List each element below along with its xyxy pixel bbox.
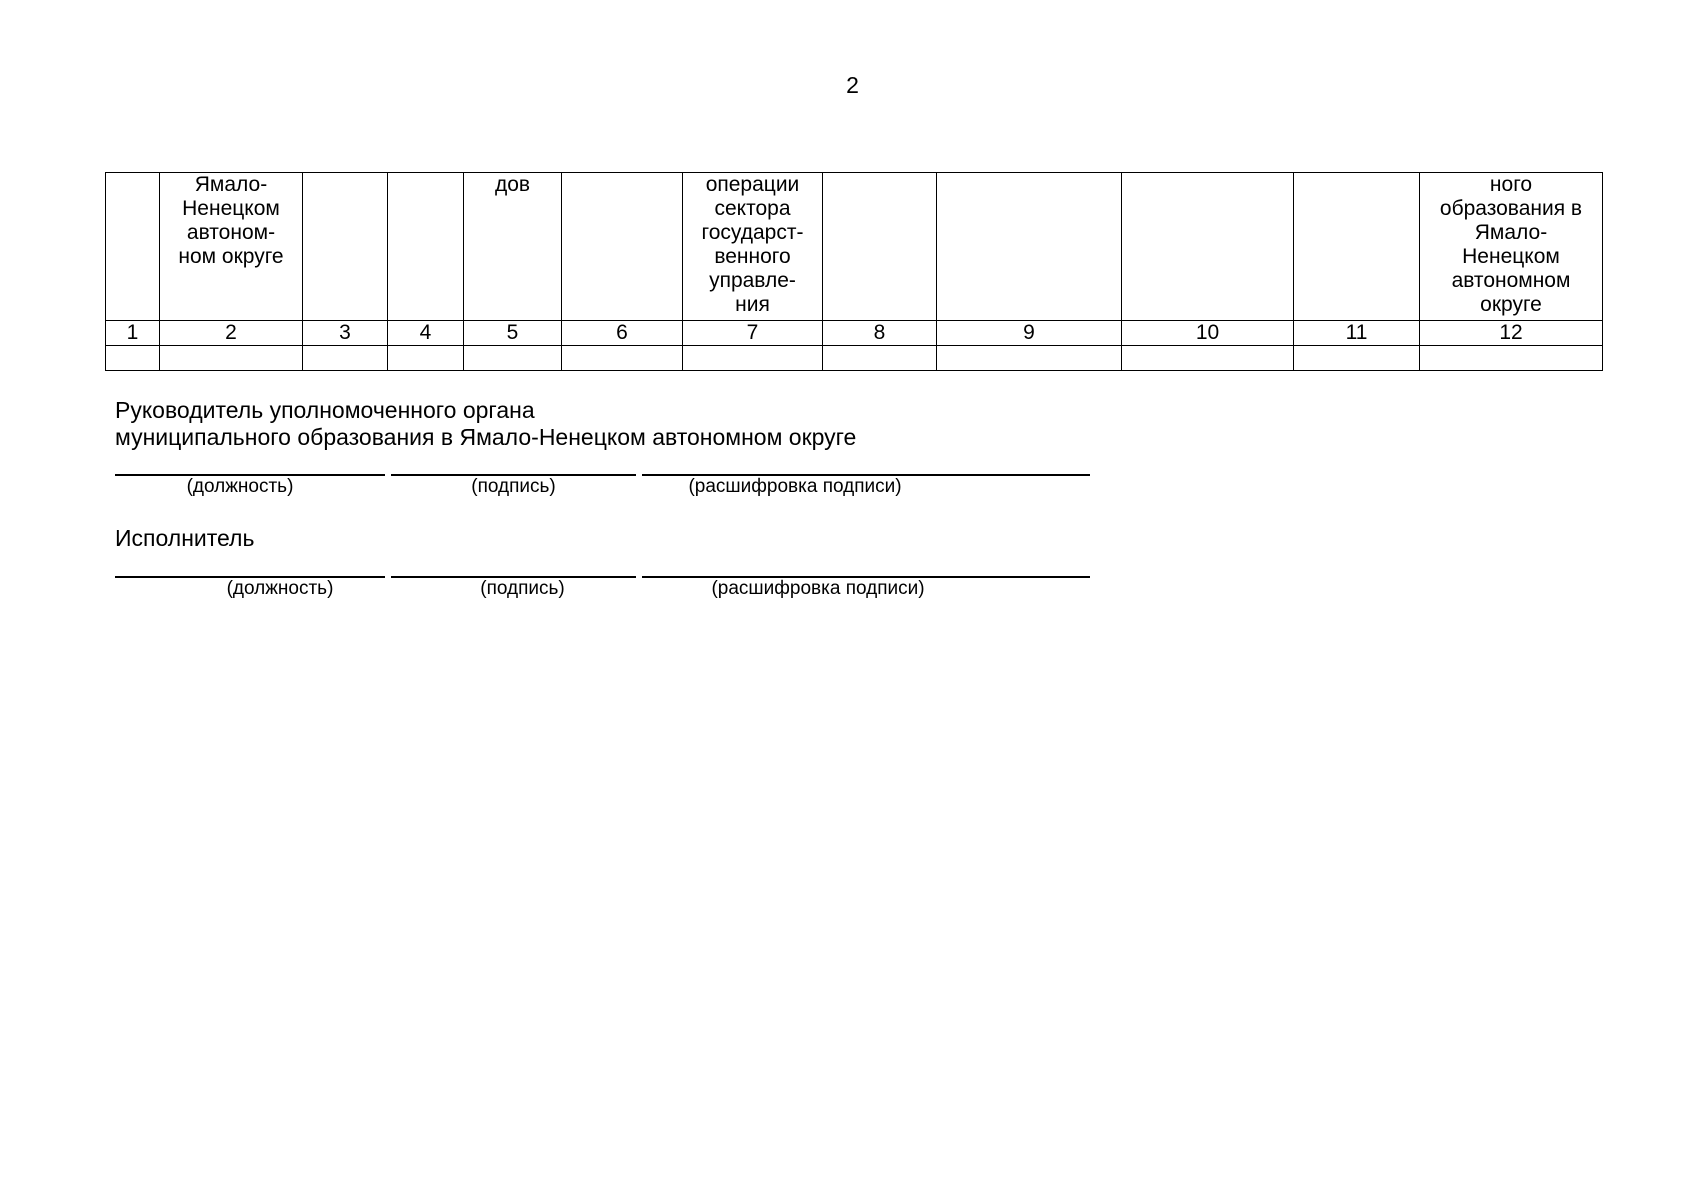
header-cell-2: Ямало- Ненецком автоном- ном округе bbox=[160, 173, 303, 321]
column-number: 12 bbox=[1420, 321, 1603, 346]
table-cell[interactable] bbox=[1294, 346, 1420, 371]
column-number: 8 bbox=[823, 321, 937, 346]
table-cell[interactable] bbox=[683, 346, 823, 371]
header-cell-6 bbox=[562, 173, 683, 321]
table-cell[interactable] bbox=[303, 346, 388, 371]
column-number: 9 bbox=[937, 321, 1122, 346]
header-cell-10 bbox=[1122, 173, 1294, 321]
header-cell-8 bbox=[823, 173, 937, 321]
table-cell[interactable] bbox=[562, 346, 683, 371]
table-cell[interactable] bbox=[823, 346, 937, 371]
column-number-row bbox=[106, 321, 1603, 346]
head-title-line2: муниципального образования в Ямало-Ненецком автономном округе bbox=[115, 424, 857, 450]
column-number: 1 bbox=[106, 321, 160, 346]
page-number: 2 bbox=[846, 72, 859, 98]
table-cell[interactable] bbox=[464, 346, 562, 371]
column-number: 3 bbox=[303, 321, 388, 346]
column-number: 2 bbox=[160, 321, 303, 346]
header-cell-9 bbox=[937, 173, 1122, 321]
column-number: 11 bbox=[1294, 321, 1420, 346]
head-decoding-caption: (расшифровка подписи) bbox=[688, 476, 902, 497]
column-number: 5 bbox=[464, 321, 562, 346]
table-data-row bbox=[106, 346, 1603, 371]
table-cell[interactable] bbox=[1420, 346, 1603, 371]
executor-position-caption: (должность) bbox=[226, 578, 334, 599]
executor-signature-caption: (подпись) bbox=[480, 578, 565, 599]
header-cell-3 bbox=[303, 173, 388, 321]
table-cell[interactable] bbox=[388, 346, 464, 371]
header-cell-1 bbox=[106, 173, 160, 321]
header-cell-7: операции сектора государст- венного управле- ния bbox=[683, 173, 823, 321]
column-number: 4 bbox=[388, 321, 464, 346]
table-cell[interactable] bbox=[160, 346, 303, 371]
table-cell[interactable] bbox=[1122, 346, 1294, 371]
header-cell-11 bbox=[1294, 173, 1420, 321]
head-signature-title bbox=[115, 397, 856, 451]
header-cell-4 bbox=[388, 173, 464, 321]
column-number: 10 bbox=[1122, 321, 1294, 346]
header-cell-12: ного образования в Ямало- Ненецком автономном округе bbox=[1420, 173, 1603, 321]
report-table bbox=[105, 172, 1603, 371]
table-cell[interactable] bbox=[106, 346, 160, 371]
head-title-line1: Руководитель уполномоченного органа bbox=[115, 397, 535, 423]
head-position-caption: (должность) bbox=[186, 476, 294, 497]
head-signature-caption: (подпись) bbox=[471, 476, 556, 497]
table-cell[interactable] bbox=[937, 346, 1122, 371]
column-number: 6 bbox=[562, 321, 683, 346]
header-cell-5: дов bbox=[464, 173, 562, 321]
table-header-row bbox=[106, 173, 1603, 321]
executor-title: Исполнитель bbox=[115, 525, 255, 551]
column-number: 7 bbox=[683, 321, 823, 346]
executor-decoding-caption: (расшифровка подписи) bbox=[711, 578, 925, 599]
